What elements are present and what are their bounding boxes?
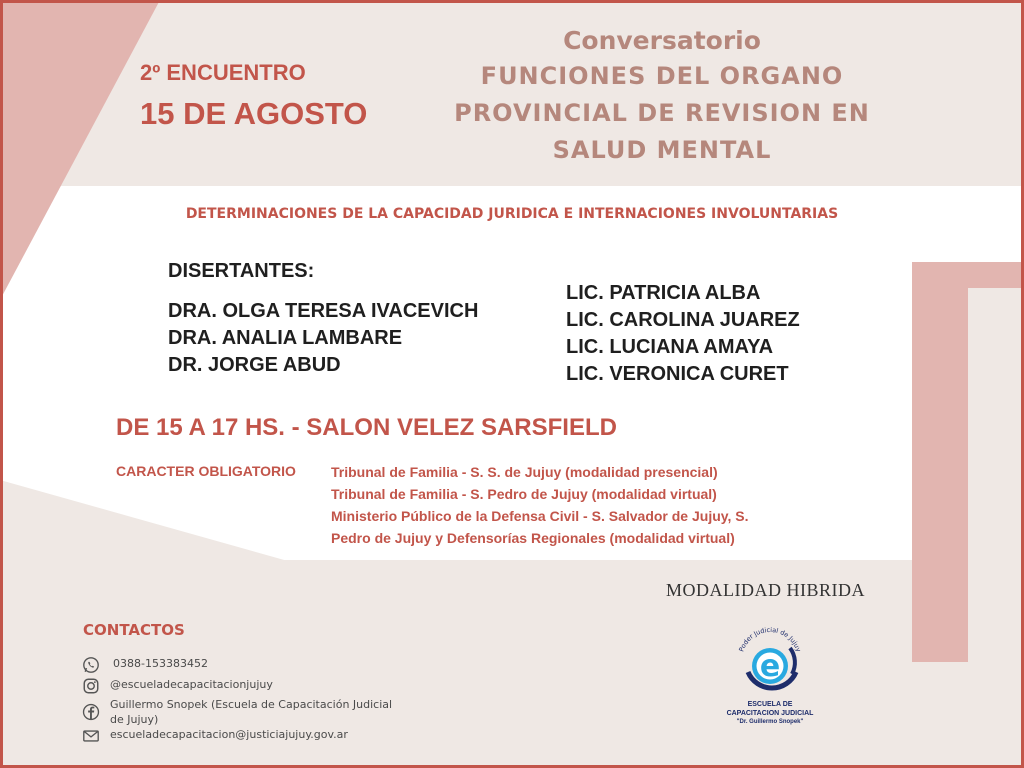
speaker-name: DRA. OLGA TERESA IVACEVICH (168, 300, 479, 322)
logo-arc-text: Poder Judicial de Jujuy (737, 625, 803, 653)
instagram-icon (82, 677, 100, 695)
obligatorio-label: CARACTER OBLIGATORIO (116, 463, 296, 479)
speaker-name: LIC. LUCIANA AMAYA (566, 336, 774, 358)
schedule-location: DE 15 A 17 HS. - SALON VELEZ SARSFIELD (116, 414, 617, 441)
title-line: FUNCIONES DEL ORGANO (480, 62, 844, 90)
obligatorio-item: Pedro de Jujuy y Defensorías Regionales (modalidad virtual) (331, 530, 735, 546)
speakers-left-list (168, 298, 478, 379)
contact-instagram (82, 677, 273, 695)
facebook-line: Guillermo Snopek (Escuela de Capacitación Judicial (110, 698, 393, 711)
contact-phone (82, 656, 208, 674)
decorative-rect-light (968, 288, 1024, 686)
phone-text: 0388-153383452 (113, 657, 208, 670)
title-small: Conversatorio (563, 26, 761, 55)
speaker-name: DR. JORGE ABUD (168, 354, 341, 376)
contact-email (82, 727, 348, 745)
whatsapp-icon (82, 656, 100, 674)
email-text: escueladecapacitacion@justiciajujuy.gov.ar (110, 728, 348, 741)
mail-icon (82, 727, 100, 745)
subtitle: DETERMINACIONES DE LA CAPACIDAD JURIDICA E INTERNACIONES INVOLUNTARIAS (185, 206, 839, 222)
facebook-line: de Jujuy) (110, 713, 159, 726)
encuentro-label: 2º ENCUENTRO (140, 60, 306, 85)
speaker-name: LIC. PATRICIA ALBA (566, 282, 761, 304)
speakers-right-list (566, 280, 800, 388)
title-line: SALUD MENTAL (552, 136, 772, 164)
title-line: PROVINCIAL DE REVISION EN (454, 99, 870, 127)
speaker-name: LIC. CAROLINA JUAREZ (566, 309, 800, 331)
school-logo (720, 620, 820, 727)
contact-facebook (82, 697, 392, 727)
obligatorio-item: Tribunal de Familia - S. Pedro de Jujuy (modalidad virtual) (331, 486, 717, 502)
speakers-heading: DISERTANTES: (168, 260, 315, 282)
obligatorio-item: Ministerio Público de la Defensa Civil - S. Salvador de Jujuy, S. (331, 508, 749, 524)
obligatorio-list (331, 461, 801, 549)
speaker-name: LIC. VERONICA CURET (566, 363, 789, 385)
instagram-text: @escueladecapacitacionjujuy (110, 678, 273, 691)
modalidad-label: MODALIDAD HIBRIDA (666, 580, 865, 600)
event-title (420, 24, 904, 169)
obligatorio-item: Tribunal de Familia - S. S. de Jujuy (modalidad presencial) (331, 464, 718, 480)
contacts-heading: CONTACTOS (83, 621, 185, 639)
event-date: 15 DE AGOSTO (140, 96, 368, 131)
facebook-text (110, 697, 392, 727)
speaker-name: DRA. ANALIA LAMBARE (168, 327, 403, 349)
logo-letter: e (759, 649, 781, 684)
logo-line: "Dr. Guillermo Snopek" (736, 719, 804, 725)
logo-line: ESCUELA DE (747, 701, 793, 708)
school-logo-mark-icon (730, 620, 810, 700)
facebook-icon (82, 703, 100, 721)
logo-line: CAPACITACION JUDICIAL (726, 710, 814, 717)
